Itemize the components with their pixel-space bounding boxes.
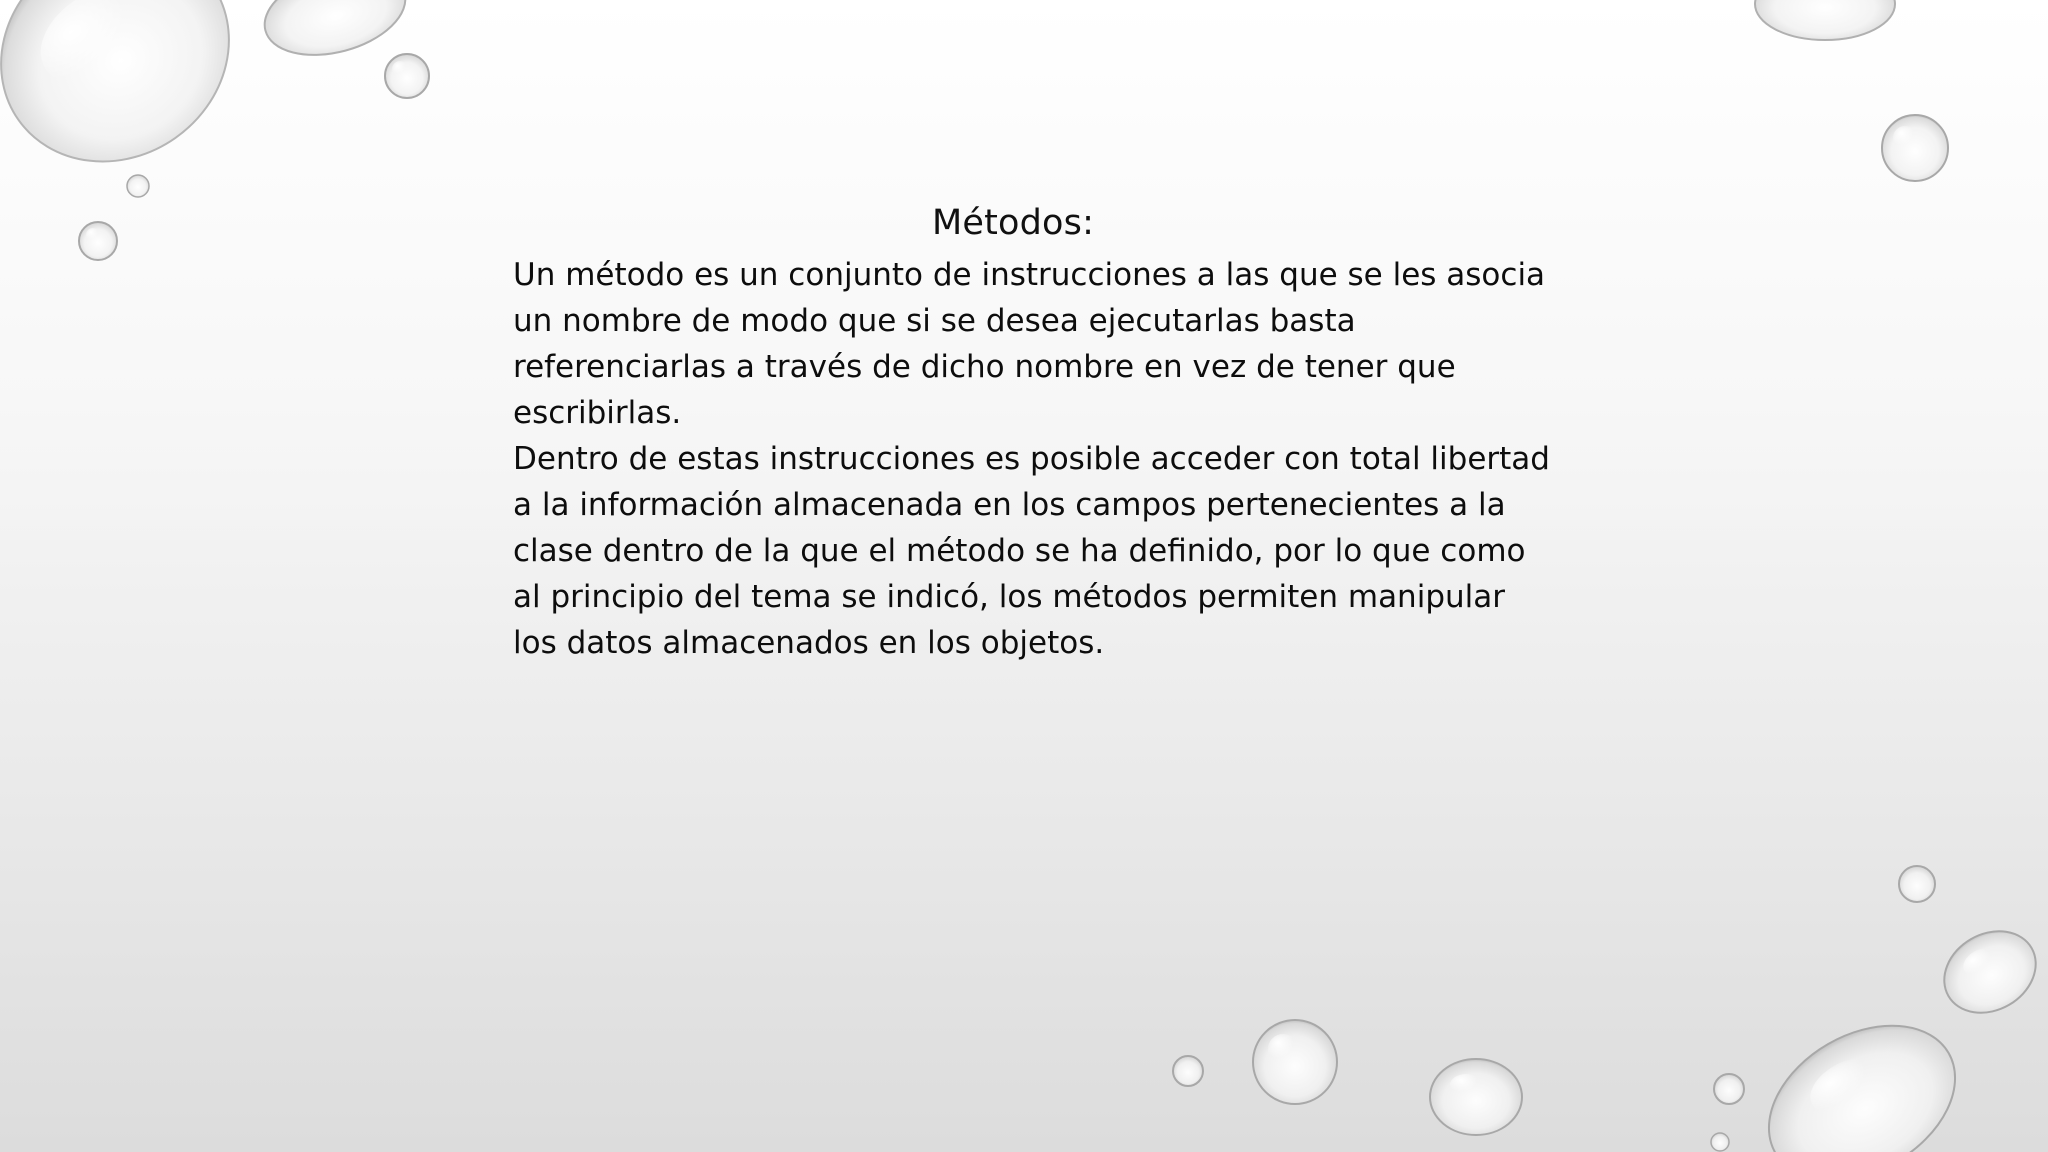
droplet bbox=[1882, 115, 1948, 181]
slide-body bbox=[513, 252, 1553, 666]
droplet bbox=[255, 0, 415, 69]
droplet bbox=[1711, 1133, 1729, 1151]
droplet bbox=[1253, 1020, 1337, 1104]
droplet bbox=[1714, 1074, 1744, 1104]
droplet bbox=[1741, 994, 1982, 1152]
slide-title: Métodos: bbox=[931, 203, 1095, 243]
droplet bbox=[1899, 866, 1935, 902]
droplet bbox=[1173, 1056, 1203, 1086]
droplet bbox=[1755, 0, 1895, 40]
droplet bbox=[1430, 1059, 1522, 1135]
paragraph-methods-definition: Un método es un conjunto de instrucciones a las que se les asocia un nombre de modo que si se desea ejecutarlas basta referenciarlas a través de dicho nombre en vez de tener que escribirlas. bbox=[513, 257, 1546, 431]
droplet bbox=[127, 175, 149, 197]
droplet bbox=[79, 222, 117, 260]
droplet bbox=[1929, 915, 2048, 1029]
droplet bbox=[385, 54, 429, 98]
paragraph-methods-access: Dentro de estas instrucciones es posible acceder con total libertad a la información almacenada en los campos pertenecientes a la clase dentro de la que el método se ha definido, por lo que como al principio del tema se indicó, los métodos permiten manipular los datos almacenados en los objetos. bbox=[513, 441, 1550, 661]
